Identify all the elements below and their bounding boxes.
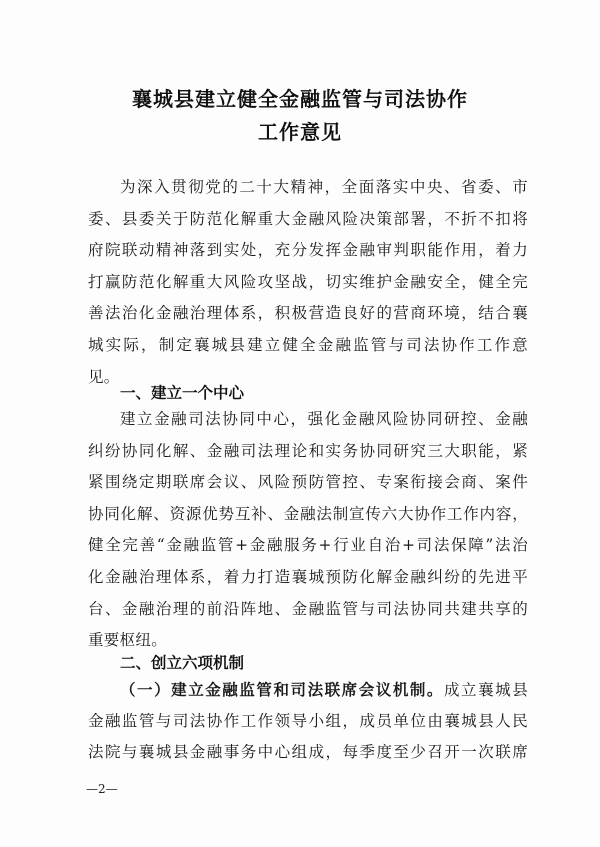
section1-heading: 一、建立一个中心 xyxy=(120,384,245,402)
section2-sub-heading: （一）建立金融监管和司法联席会议机制。 xyxy=(120,680,444,699)
intro-line: 见。 xyxy=(88,367,120,386)
section1-line: 台、金融治理的前沿阵地、金融监管与司法协同共建共享的 xyxy=(88,599,528,618)
section1-line: 健全完善“金融监管+金融服务+行业自治+司法保障”法治 xyxy=(88,536,528,555)
section1-line: 纠纷协同化解、金融司法理论和实务协同研究三大职能，紧 xyxy=(88,441,528,460)
intro-line: 城实际，制定襄城县建立健全金融监管与司法协作工作意 xyxy=(88,335,528,354)
intro-line: 善法治化金融治理体系，积极营造良好的营商环境，结合襄 xyxy=(88,304,528,323)
intro-line: 委、县委关于防范化解重大金融风险决策部署，不折不扣将 xyxy=(88,209,528,228)
intro-paragraph xyxy=(88,172,528,393)
intro-line: 为深入贯彻党的二十大精神，全面落实中央、省委、市 xyxy=(120,178,528,196)
section2-line: 金融监管与司法协作工作领导小组，成员单位由襄城县人民 xyxy=(88,711,528,730)
document-title-line2: 工作意见 xyxy=(258,120,342,144)
section2-line: 法院与襄城县金融事务中心组成，每季度至少召开一次联席 xyxy=(88,743,528,762)
section1-paragraph xyxy=(88,404,528,657)
section2-first-line xyxy=(88,674,528,706)
section1-line: 建立金融司法协同中心，强化金融风险协同研控、金融 xyxy=(120,410,528,428)
intro-line: 府院联动精神落到实处，充分发挥金融审判职能作用，着力 xyxy=(88,241,528,260)
section1-line: 化金融治理体系，着力打造襄城预防化解金融纠纷的先进平 xyxy=(88,567,528,586)
section2-heading: 二、创立六项机制 xyxy=(120,654,245,672)
section2-paragraph xyxy=(88,674,528,769)
section1-line: 协同化解、资源优势互补、金融法制宣传六大协作工作内容， xyxy=(88,504,528,523)
section1-line: 紧围绕定期联席会议、风险预防管控、专案衔接会商、案件 xyxy=(88,473,528,492)
intro-line: 打赢防范化解重大风险攻坚战，切实维护金融安全，健全完 xyxy=(88,272,528,291)
section1-line: 重要枢纽。 xyxy=(88,631,168,650)
page-number: —2— xyxy=(86,782,118,796)
document-title-line1: 襄城县建立健全金融监管与司法协作 xyxy=(132,87,468,111)
section2-sub-text: 成立襄城县 xyxy=(443,681,528,699)
